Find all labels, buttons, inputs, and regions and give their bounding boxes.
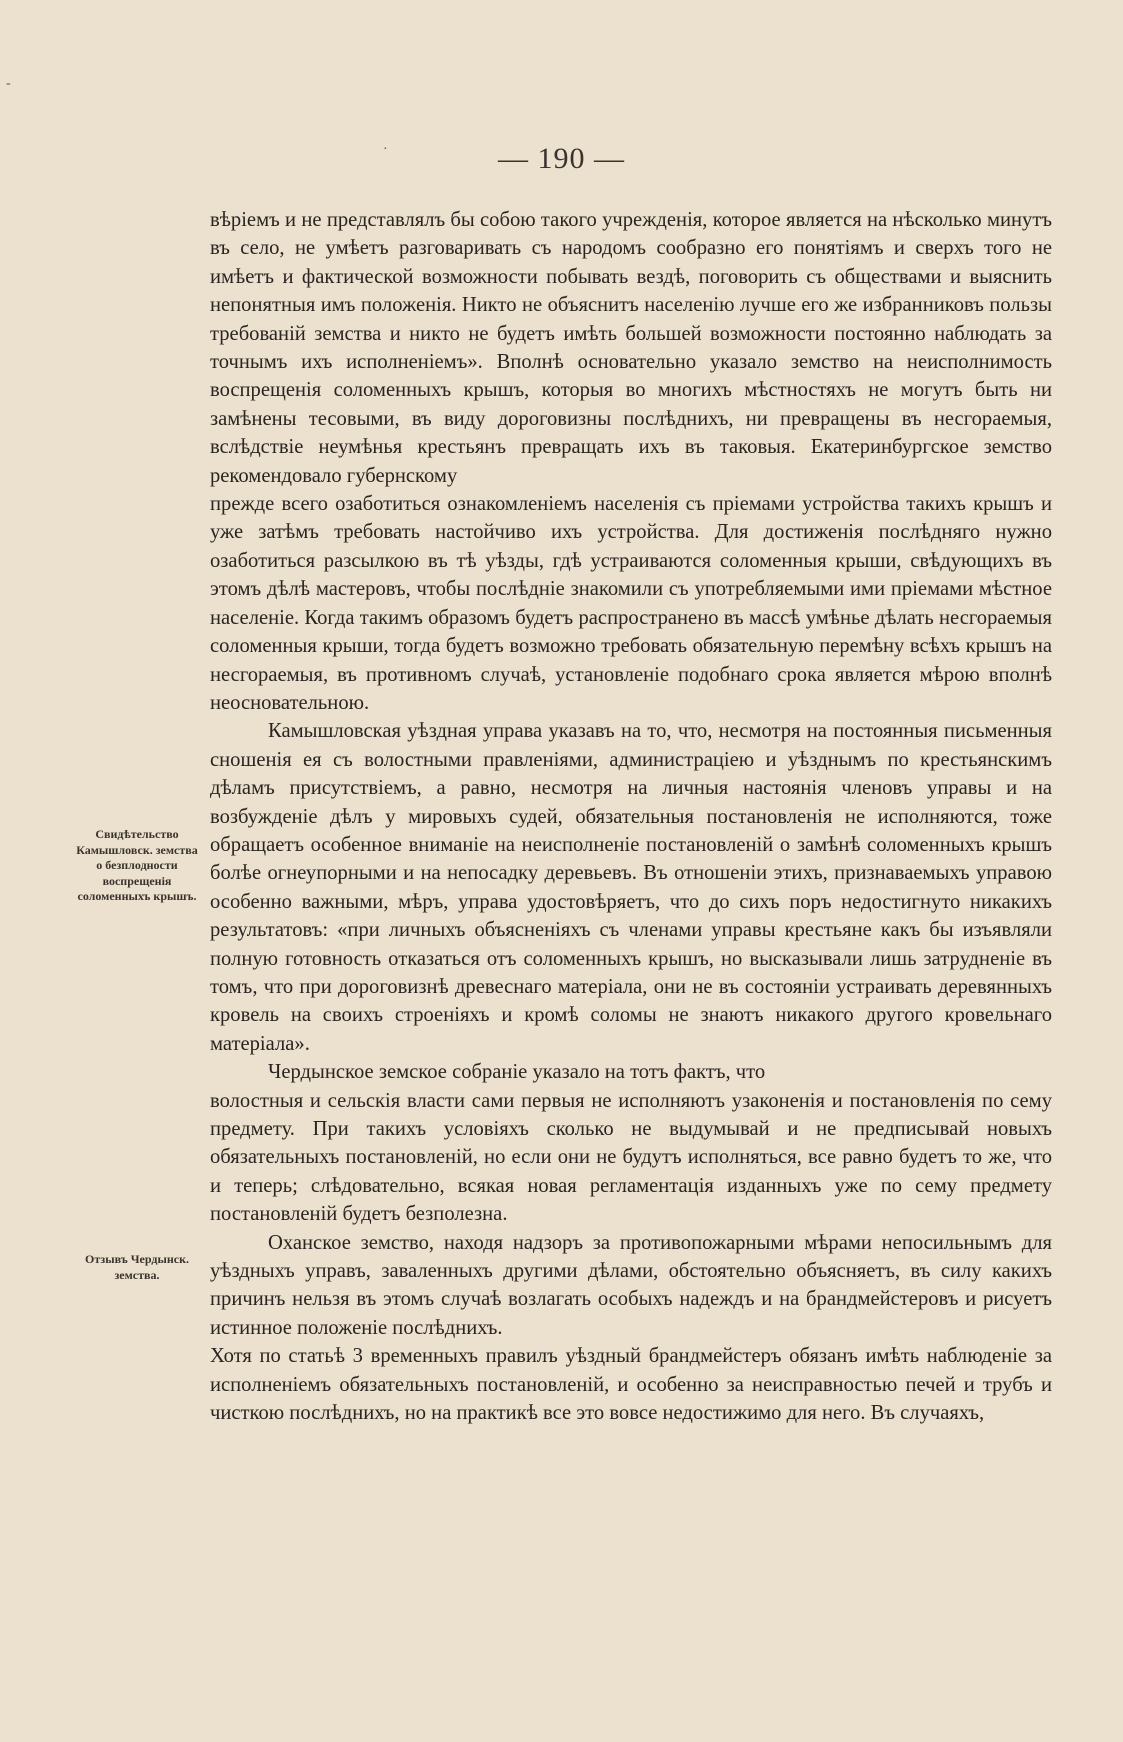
margin-note-cherdyn: Отзывъ Чердынск. земства. <box>85 1252 189 1282</box>
paragraph: Оханское земство, находя надзоръ за противопожарными мѣрами непосильнымъ для уѣздныхъ управъ, заваленныхъ другими дѣлами, обстоятельно объясняетъ, въ силу какихъ причинъ нельзя въ этомъ случаѣ возлагать особыхъ надеждъ и на брандмейстеровъ и рисуетъ истинное положеніе послѣднихъ. <box>210 1231 1052 1339</box>
margin-note-kamyshlov: Свидѣтельство Камышловск. земства о безплодности воспрещенія соломенныхъ крышъ. <box>76 827 198 903</box>
main-text <box>210 206 1052 1427</box>
quote-block: волостныя и сельскія власти сами первыя не исполняютъ узаконенія и постановленія по сему предмету. При такихъ условіяхъ сколько не выдумывай и не предписывай новыхъ обязательныхъ постановленій, но если они не будутъ исполняться, все равно будетъ то же, что и теперь; слѣдовательно, всякая новая регламентація изданныхъ уже по сему предмету постановленій будетъ безполезна. <box>210 1089 1052 1226</box>
paragraph: вѣріемъ и не представлялъ бы собою такого учрежденія, которое является на нѣсколько минутъ въ село, не умѣетъ разговаривать съ народомъ сообразно его понятіямъ и сверхъ того не имѣетъ и фактической возможности побывать вездѣ, поговорить съ обществами и выяснить непонятныя имъ положенія. Никто не объяснитъ населенію лучше его же избранниковъ пользы требованій земства и никто не будетъ имѣть большей возможности постоянно наблюдать за точнымъ ихъ исполненіемъ». Вполнѣ основательно указало земство на неисполнимость воспрещенія соломенныхъ крышъ, которыя во многихъ мѣстностяхъ не могутъ быть ни замѣнены тесовыми, въ виду дороговизны послѣднихъ, ни превращены въ несгораемыя, вслѣдствіе неумѣнья крестьянъ превращать ихъ въ таковыя. Екатеринбургское земство рекомендовало губернскому <box>210 209 1052 487</box>
quote-block: прежде всего озаботиться ознакомленіемъ населенія съ пріемами устройства такихъ крышъ и уже затѣмъ требовать настойчиво ихъ устройства. Для достиженія послѣдняго нужно озаботиться разсылкою въ тѣ уѣзды, гдѣ устраиваются соломенныя крыши, свѣдующихъ въ этомъ дѣлѣ мастеровъ, чтобы послѣдніе знакомили съ употребляемыми ими пріемами мѣстное населеніе. Когда такимъ образомъ будетъ распространено въ массѣ умѣнье дѣлать несгораемыя соломенныя крыши, тогда будетъ возможно требовать обязательную перемѣну всѣхъ крышъ на несгораемыя, въ противномъ случаѣ, установленіе подобнаго срока является мѣрою вполнѣ неосновательною. <box>210 493 1052 714</box>
scan-mark: · <box>383 142 388 157</box>
paragraph: Чердынское земское собраніе указало на тотъ фактъ, что <box>268 1061 766 1084</box>
page-number: — 190 — <box>498 142 625 175</box>
quote-block: Хотя по статьѣ 3 временныхъ правилъ уѣздный брандмейстеръ обязанъ имѣть наблюденіе за исполненіемъ обязательныхъ постановленій, и особенно за неисправностью печей и трубъ и чисткою послѣднихъ, но на практикѣ все это вовсе недостижимо для него. Въ случаяхъ, <box>210 1345 1052 1425</box>
scan-mark: - <box>6 76 11 91</box>
paragraph: Камышловская уѣздная управа указавъ на то, что, несмотря на постоянныя письменныя сношенія ея съ волостными правленіями, администраціею и уѣзднымъ по крестьянскимъ дѣламъ присутствіемъ, а равно, несмотря на личныя настоянія членовъ управы и на возбужденіе дѣлъ у мировыхъ судей, обязательныя постановленія не исполняются, тоже обращаетъ особенное вниманіе на неисполненіе постановленій о замѣнѣ соломенныхъ крышъ болѣе огнеупорными и на непосадку деревьевъ. Въ отношеніи этихъ, признаваемыхъ управою особенно важными, мѣръ, управа удостовѣряетъ, что до сихъ поръ недостигнуто никакихъ результатовъ: «при личныхъ объясненіяхъ съ членами управы крестьяне какъ бы изъявляли полную готовность отказаться отъ соломенныхъ крышъ, но высказывали лишь затрудненіе въ томъ, что при дороговизнѣ древеснаго матеріала, они не въ состояніи устраивать деревянныхъ кровель на своихъ строеніяхъ и кромѣ соломы не знаютъ никакого другого кровельнаго матеріала». <box>210 720 1052 1055</box>
